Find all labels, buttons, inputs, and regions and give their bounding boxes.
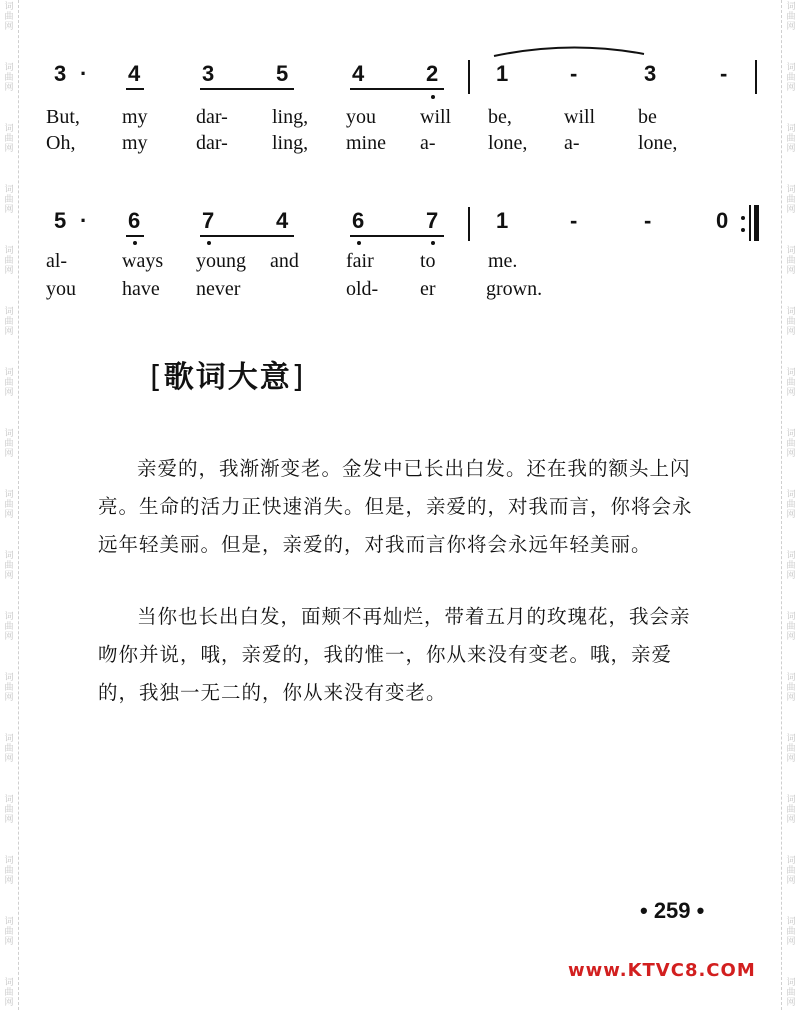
- lyric: my: [122, 132, 148, 154]
- lyric: grown.: [486, 278, 543, 300]
- lyric: never: [196, 278, 241, 300]
- lyric: ling,: [272, 132, 309, 154]
- note: 5: [54, 208, 67, 233]
- watermark-mark: 词 曲 网: [4, 307, 14, 337]
- lyric: you: [46, 278, 76, 300]
- low-octave-dot: [357, 241, 361, 245]
- lyric: be,: [488, 106, 512, 128]
- watermark-mark: 词 曲 网: [4, 124, 14, 154]
- watermark-mark: 词 曲 网: [786, 429, 796, 459]
- low-octave-dot: [431, 241, 435, 245]
- dash: -: [570, 61, 578, 86]
- final-barline-thin: [749, 205, 751, 241]
- lyric: al-: [46, 250, 68, 272]
- lyric: be: [638, 106, 657, 128]
- watermark-mark: 词 曲 网: [4, 917, 14, 947]
- low-octave-dot: [133, 241, 137, 245]
- note-dot: ·: [80, 208, 88, 233]
- note: 4: [276, 208, 289, 233]
- watermark-mark: 词 曲 网: [4, 795, 14, 825]
- note: 2: [426, 61, 439, 86]
- dash: -: [720, 61, 728, 86]
- section-title-text: 歌词大意: [163, 360, 292, 395]
- note: 1: [496, 61, 509, 86]
- watermark-mark: 词 曲 网: [786, 307, 796, 337]
- rest: 0: [716, 208, 729, 233]
- watermark-mark: 词 曲 网: [786, 612, 796, 642]
- lyric: to: [420, 250, 436, 272]
- lyric: Oh,: [46, 132, 76, 154]
- low-octave-dot: [207, 241, 211, 245]
- watermark-mark: 词 曲 网: [786, 673, 796, 703]
- dash: -: [570, 208, 578, 233]
- lyric: will: [420, 106, 452, 128]
- page-number: • 259 •: [640, 898, 705, 923]
- repeat-dot: [741, 228, 745, 232]
- lyric: a-: [564, 132, 580, 154]
- paragraph-1: 亲爱的，我渐渐变老。金发中已长出白发。还在我的额头上闪亮。生命的活力正快速消失。但是，亲爱的，对我而言，你将会永远年轻美丽。但是，亲爱的，对我而言你将会永远年轻美丽。: [98, 457, 693, 556]
- lyric: dar-: [196, 106, 228, 128]
- note-dot: ·: [80, 61, 88, 86]
- lyric: old-: [346, 278, 379, 300]
- watermark-mark: 词 曲 网: [4, 185, 14, 215]
- lyric: will: [564, 106, 596, 128]
- watermark-mark: 词 曲 网: [4, 734, 14, 764]
- note: 4: [352, 61, 365, 86]
- lyric: er: [420, 278, 436, 300]
- lyric: ways: [122, 250, 164, 272]
- note: 5: [276, 61, 289, 86]
- watermark-mark: 词 曲 网: [786, 734, 796, 764]
- note: 6: [128, 208, 141, 233]
- note: 4: [128, 61, 141, 86]
- beam: [126, 88, 144, 90]
- watermark-mark: 词 曲 网: [786, 490, 796, 520]
- watermark-mark: 词 曲 网: [786, 978, 796, 1008]
- watermark-mark: 词 曲 网: [786, 917, 796, 947]
- dash: -: [644, 208, 652, 233]
- note: 7: [426, 208, 439, 233]
- watermark-mark: 词 曲 网: [786, 63, 796, 93]
- watermark-mark: 词 曲 网: [786, 551, 796, 581]
- lyric: have: [122, 278, 160, 300]
- note: 1: [496, 208, 509, 233]
- repeat-dot: [741, 216, 745, 220]
- low-octave-dot: [431, 95, 435, 99]
- lyric: lone,: [638, 132, 678, 154]
- section-title: [150, 352, 305, 396]
- lyric: lone,: [488, 132, 528, 154]
- paragraph-2: 当你也长出白发，面颊不再灿烂，带着五月的玫瑰花，我会亲吻你并说，哦，亲爱的，我的惟一，你从来没有变老。哦，亲爱的，我独一无二的，你从来没有变老。: [98, 605, 691, 704]
- bracket-close: ]: [291, 360, 306, 395]
- site-logo: www.KTVC8.COM: [568, 960, 756, 981]
- lyric: young: [196, 250, 246, 272]
- note: 7: [202, 208, 215, 233]
- lyric: you: [346, 106, 376, 128]
- watermark-mark: 词 曲 网: [4, 246, 14, 276]
- barline: [468, 207, 470, 241]
- beam: [350, 88, 444, 90]
- note: 3: [54, 61, 67, 86]
- note: 6: [352, 208, 365, 233]
- right-watermark-column: [781, 0, 800, 1010]
- lyric: dar-: [196, 132, 228, 154]
- lyric: and: [270, 250, 299, 272]
- watermark-mark: 词 曲 网: [4, 368, 14, 398]
- note: 3: [202, 61, 215, 86]
- watermark-mark: 词 曲 网: [786, 185, 796, 215]
- beam: [350, 235, 444, 237]
- watermark-mark: 词 曲 网: [4, 856, 14, 886]
- lyric: But,: [46, 106, 80, 128]
- beam: [126, 235, 144, 237]
- watermark-mark: 词 曲 网: [4, 551, 14, 581]
- lyric: ling,: [272, 106, 309, 128]
- bracket-open: [: [150, 360, 164, 395]
- watermark-mark: 词 曲 网: [4, 978, 14, 1008]
- watermark-mark: 词 曲 网: [4, 612, 14, 642]
- watermark-mark: 词 曲 网: [786, 795, 796, 825]
- beam: [200, 88, 294, 90]
- watermark-mark: 词 曲 网: [4, 429, 14, 459]
- note: 3: [644, 61, 657, 86]
- lyric: mine: [346, 132, 386, 154]
- watermark-mark: 词 曲 网: [786, 2, 796, 32]
- watermark-mark: 词 曲 网: [4, 673, 14, 703]
- watermark-mark: 词 曲 网: [4, 490, 14, 520]
- watermark-mark: 词 曲 网: [786, 124, 796, 154]
- watermark-mark: 词 曲 网: [786, 246, 796, 276]
- beam: [200, 235, 294, 237]
- lyric: my: [122, 106, 148, 128]
- watermark-mark: 词 曲 网: [4, 2, 14, 32]
- watermark-mark: 词 曲 网: [786, 368, 796, 398]
- lyric: fair: [346, 250, 374, 272]
- tie-arc: [490, 40, 650, 60]
- left-watermark-column: [0, 0, 19, 1010]
- watermark-mark: 词 曲 网: [786, 856, 796, 886]
- final-barline-thick: [754, 205, 759, 241]
- barline: [755, 60, 757, 94]
- barline: [468, 60, 470, 94]
- lyric: a-: [420, 132, 436, 154]
- lyric: me.: [488, 250, 518, 272]
- watermark-mark: 词 曲 网: [4, 63, 14, 93]
